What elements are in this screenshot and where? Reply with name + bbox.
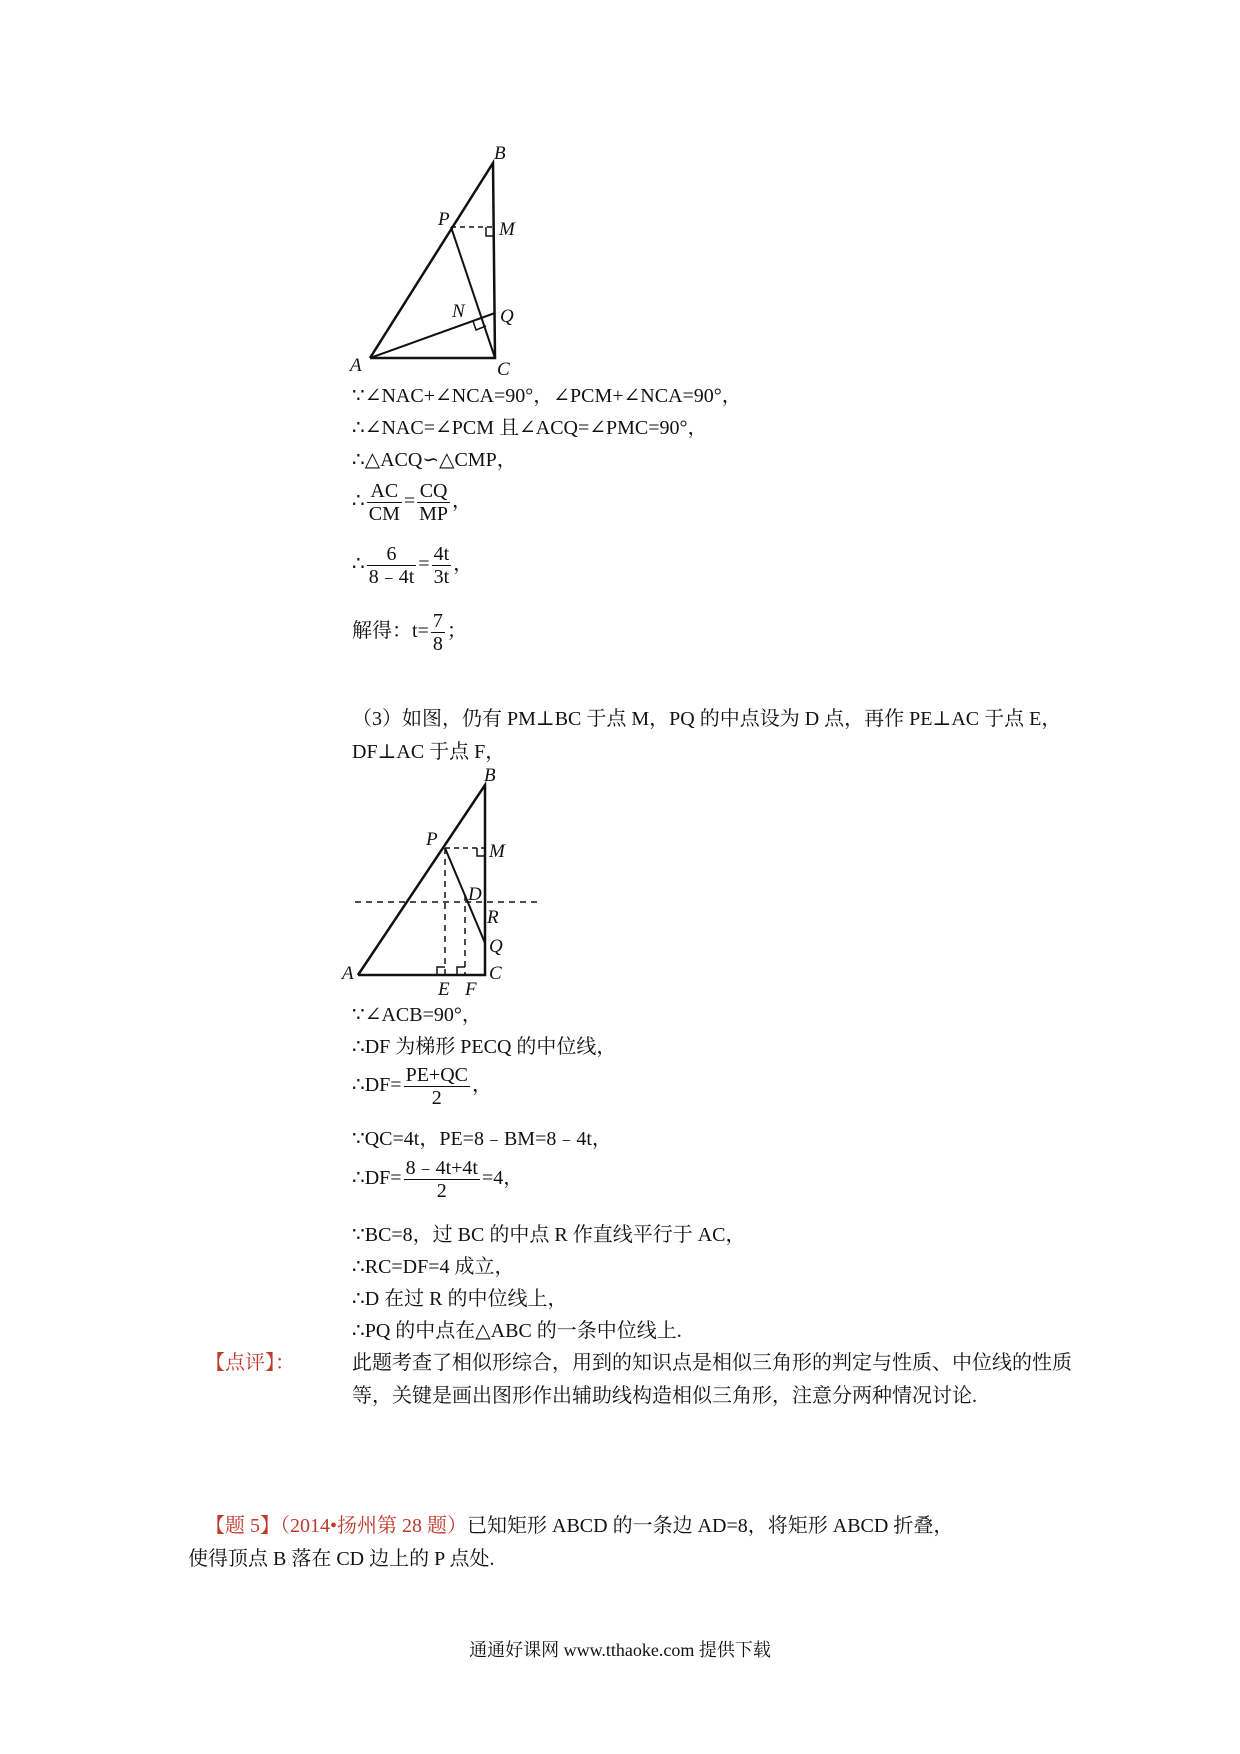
part-3-line-1: ∵∠ACB=90°，	[352, 1004, 482, 1026]
derivation-line-3: ∴△ACQ∽△CMP，	[352, 449, 517, 471]
therefore-symbol: ∴	[352, 553, 365, 576]
fraction-7-over-8: $\frac{7}{8}$	[432, 610, 443, 655]
part-3-line-8: ∴D 在过 R 的中位线上，	[352, 1288, 568, 1310]
label-n: N	[452, 301, 465, 322]
fraction-df-value: $\frac{8﹣4t+4t}{2}$	[405, 1157, 478, 1202]
figure-1-triangle	[340, 145, 540, 380]
fraction-6-over-8-4t: $\frac{6}{8﹣4t}$	[368, 543, 415, 588]
problem-5-line-2: 使得顶点 B 落在 CD 边上的 P 点处.	[188, 1548, 495, 1570]
fraction-pe-qc-over-2: $\frac{PE+QC}{2}$	[405, 1064, 468, 1109]
part-3-line-4: ∵QC=4t，PE=8﹣BM=8﹣4t，	[352, 1128, 612, 1150]
figure-2-triangle	[340, 765, 550, 1000]
label-d: D	[468, 884, 482, 905]
solution-line: 解得：t= $\frac{7}{8}$ ；	[352, 610, 467, 655]
label-r: R	[487, 907, 499, 928]
part-3-intro: （3）如图，仍有 PM⊥BC 于点 M，PQ 的中点设为 D 点，再作 PE⊥AC 于点 E，DF⊥AC 于点 F，	[352, 708, 1062, 763]
segment-aq	[370, 313, 495, 358]
fraction-cq-mp: $\frac{CQ}{MP}$	[419, 480, 449, 525]
triangle-abc-outline	[358, 785, 485, 975]
label-e: E	[438, 979, 450, 1000]
problem-5-text-1: 已知矩形 ABCD 的一条边 AD=8，将矩形 ABCD 折叠，	[467, 1515, 954, 1537]
label-c: C	[497, 359, 510, 380]
part-3-line-6: ∵BC=8，过 BC 的中点 R 作直线平行于 AC，	[352, 1224, 746, 1246]
page-footer: 通通好课网 www.tthaoke.com 提供下载	[469, 1640, 771, 1660]
fraction-4t-over-3t: $\frac{4t}{3t}$	[433, 543, 450, 588]
label-f: F	[465, 979, 477, 1000]
label-m: M	[489, 841, 505, 862]
label-m: M	[499, 219, 515, 240]
part-3-line-5: ∴DF= $\frac{8﹣4t+4t}{2}$ =4，	[352, 1157, 524, 1202]
problem-5-source: （2014•扬州第 28 题）	[280, 1515, 468, 1537]
label-q: Q	[489, 936, 503, 957]
problem-5-line-1	[205, 1514, 953, 1538]
part-3-line-2: ∴DF 为梯形 PECQ 的中位线，	[352, 1036, 617, 1058]
problem-5-label: 【题 5】	[205, 1515, 280, 1537]
derivation-line-2: ∴∠NAC=∠PCM 且∠ACQ=∠PMC=90°，	[352, 417, 708, 439]
label-p: P	[426, 829, 438, 850]
label-b: B	[484, 765, 496, 786]
part-3-line-9: ∴PQ 的中点在△ABC 的一条中位线上.	[352, 1320, 682, 1342]
derivation-line-5: ∴ $\frac{6}{8﹣4t}$ = $\frac{4t}{3t}$ ，	[352, 543, 474, 588]
fraction-ac-cm: $\frac{AC}{CM}$	[368, 480, 400, 525]
part-3-line-7: ∴RC=DF=4 成立，	[352, 1256, 515, 1278]
therefore-symbol: ∴	[352, 490, 365, 513]
part-3-line-3: ∴DF= $\frac{PE+QC}{2}$ ，	[352, 1064, 492, 1109]
label-a: A	[342, 963, 354, 984]
derivation-line-4: ∴ $\frac{AC}{CM}$ = $\frac{CQ}{MP}$ ，	[352, 480, 473, 525]
comment-text: 此题考查了相似形综合，用到的知识点是相似三角形的判定与性质、中位线的性质等，关键是画出图形作出辅助线构造相似三角形，注意分两种情况讨论.	[352, 1352, 1072, 1407]
segment-pc	[451, 227, 495, 358]
label-c: C	[489, 963, 502, 984]
comment-label: 【点评】：	[205, 1352, 295, 1374]
label-b: B	[494, 145, 506, 164]
label-p: P	[438, 209, 450, 230]
label-a: A	[350, 355, 362, 376]
label-q: Q	[500, 306, 514, 327]
derivation-line-1: ∵∠NAC+∠NCA=90°，∠PCM+∠NCA=90°，	[352, 385, 742, 407]
